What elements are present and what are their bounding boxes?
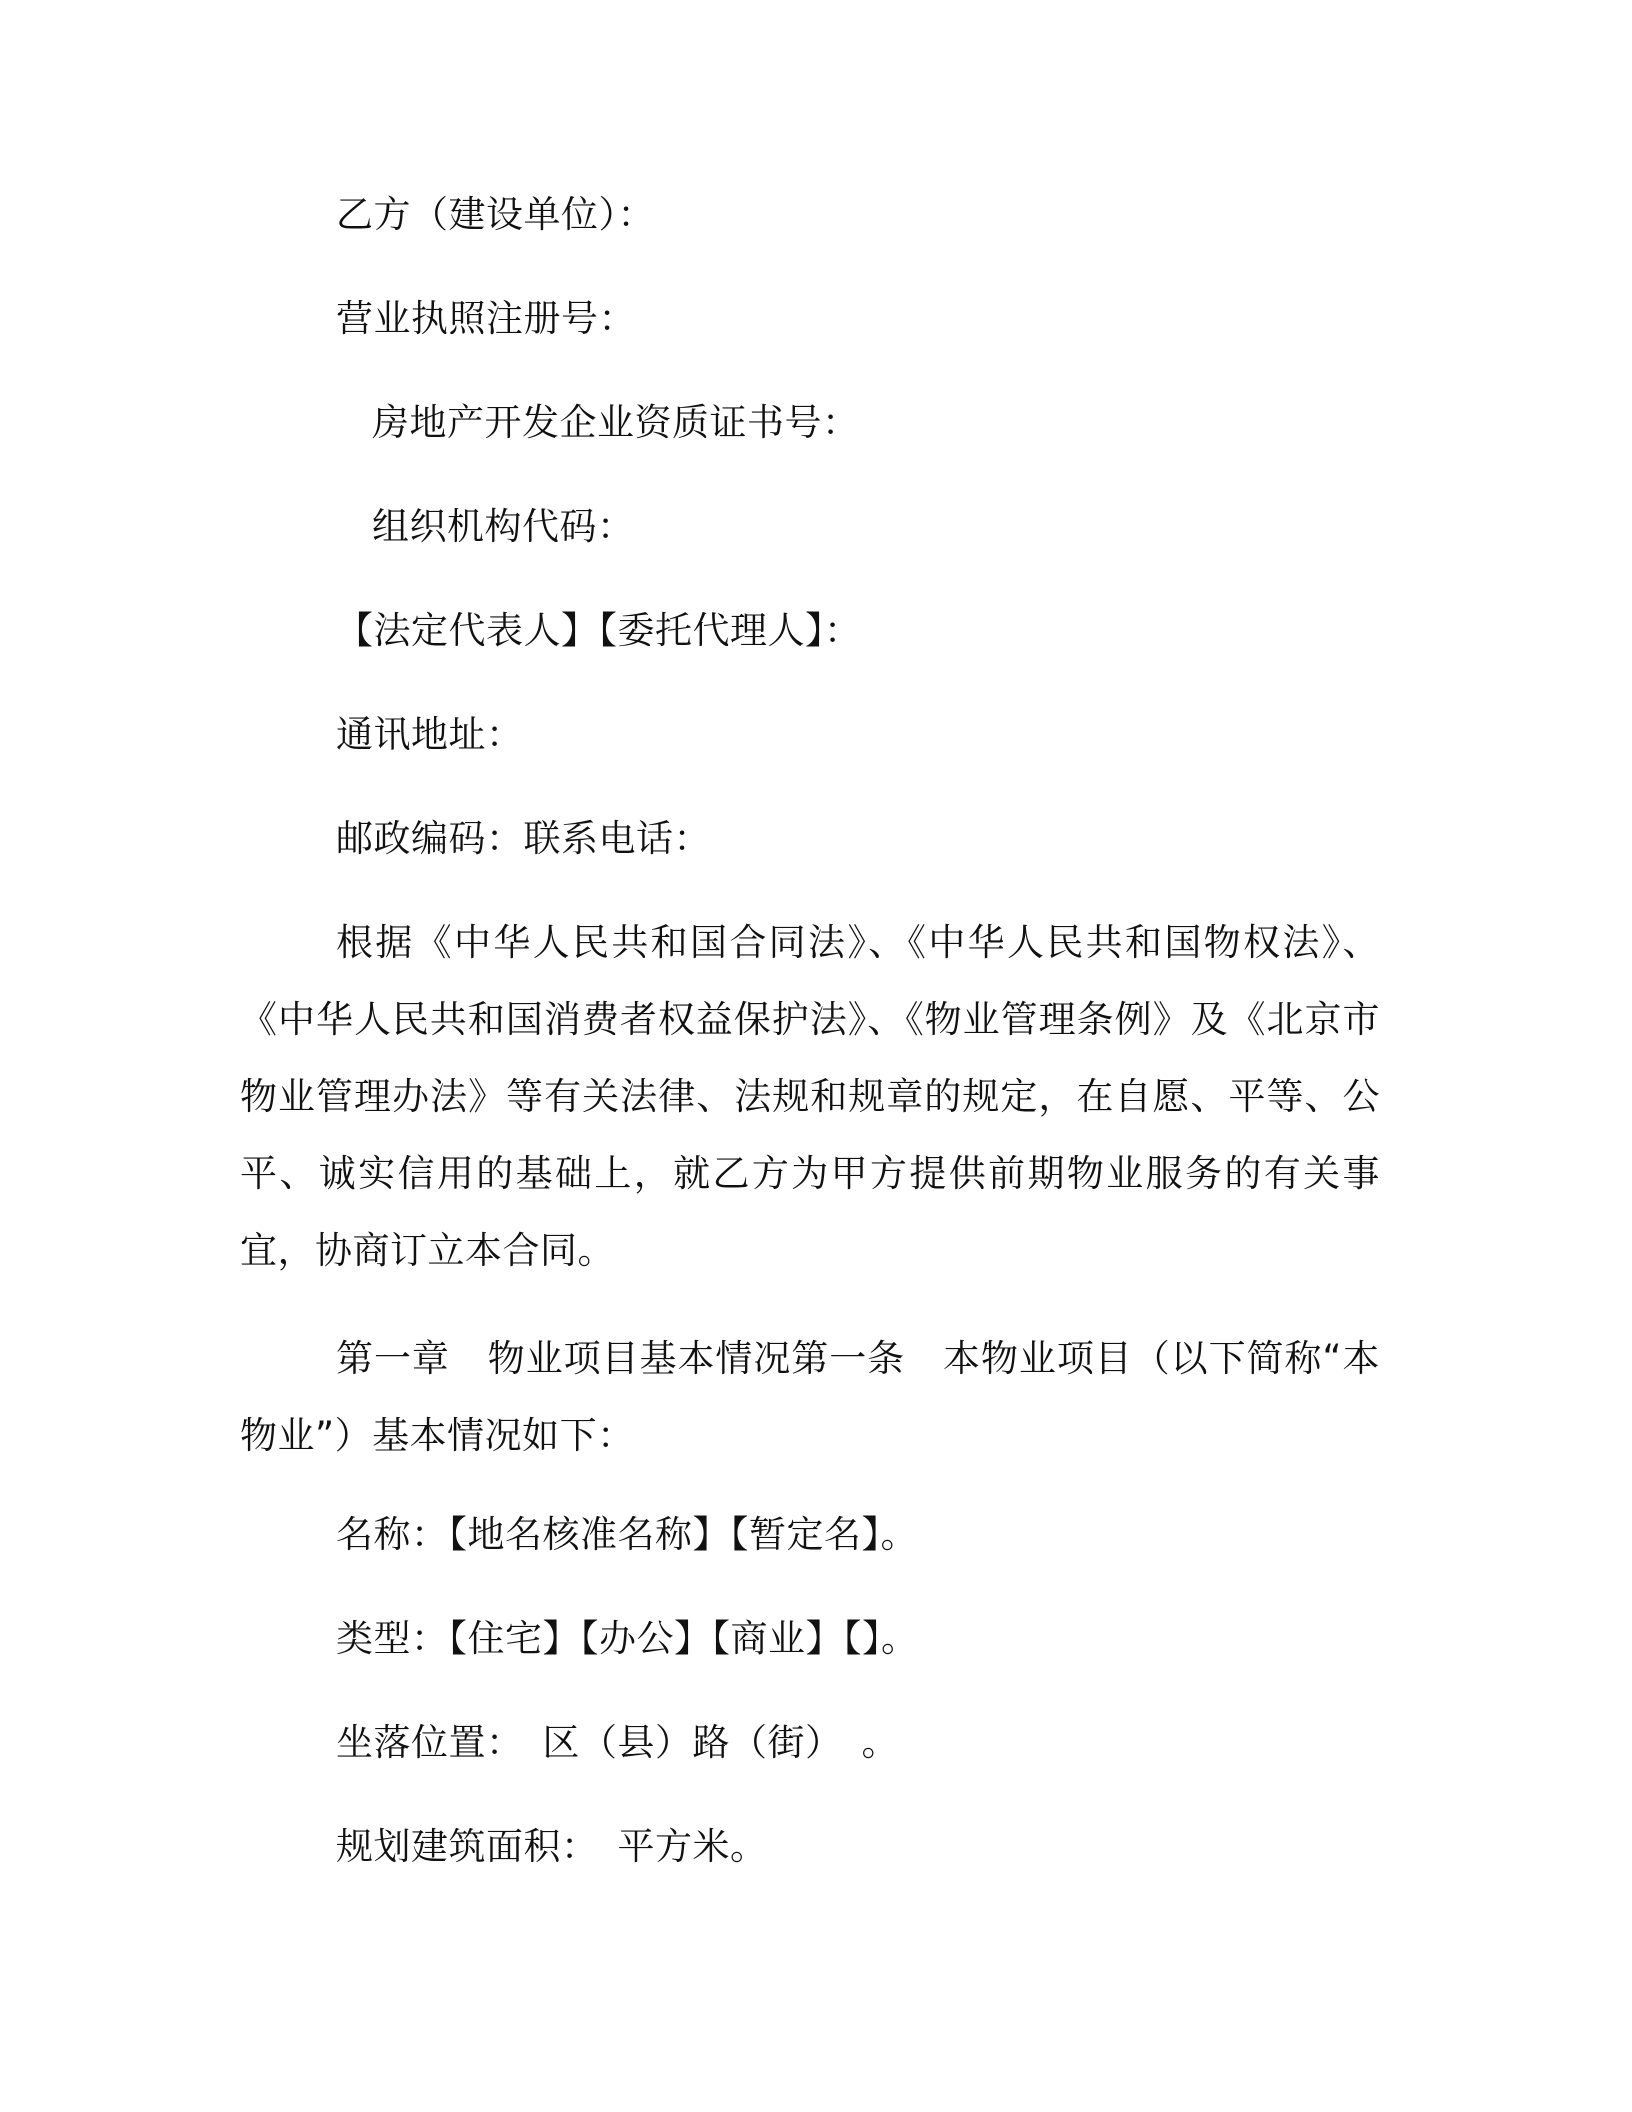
business-license-label: 营业执照注册号： — [336, 297, 636, 340]
postal-phone-label: 邮政编码：联系电话： — [336, 817, 711, 860]
item-planned-area: 规划建筑面积： 平方米。 — [336, 1825, 768, 1868]
item-name: 名称：【地名核准名称】【暂定名】。 — [336, 1513, 918, 1556]
party-b-label: 乙方（建设单位）： — [336, 193, 655, 236]
address-label: 通讯地址： — [336, 713, 524, 756]
qualification-cert-label: 房地产开发企业资质证书号： — [372, 401, 860, 444]
preamble-paragraph: 根据《中华人民共和国合同法》、《中华人民共和国物权法》、《中华人民共和国消费者权益保护法》、《物业管理条例》及《北京市物业管理办法》等有关法律、法规和规章的规定，在自愿、平等、公平、诚实信用的基础上，就乙方为甲方提供前期物业服务的有关事宜，协商订立本合同。 — [240, 921, 1380, 1272]
item-type: 类型：【住宅】【办公】【商业】【】。 — [336, 1617, 919, 1660]
legal-representative-label: 【法定代表人】【委托代理人】： — [336, 609, 862, 652]
org-code-label: 组织机构代码： — [372, 505, 635, 548]
chapter-one-paragraph: 第一章 物业项目基本情况第一条 本物业项目（以下简称“本物业”）基本情况如下： — [240, 1337, 1380, 1457]
item-location: 坐落位置： 区（县）路（街） 。 — [336, 1721, 899, 1764]
